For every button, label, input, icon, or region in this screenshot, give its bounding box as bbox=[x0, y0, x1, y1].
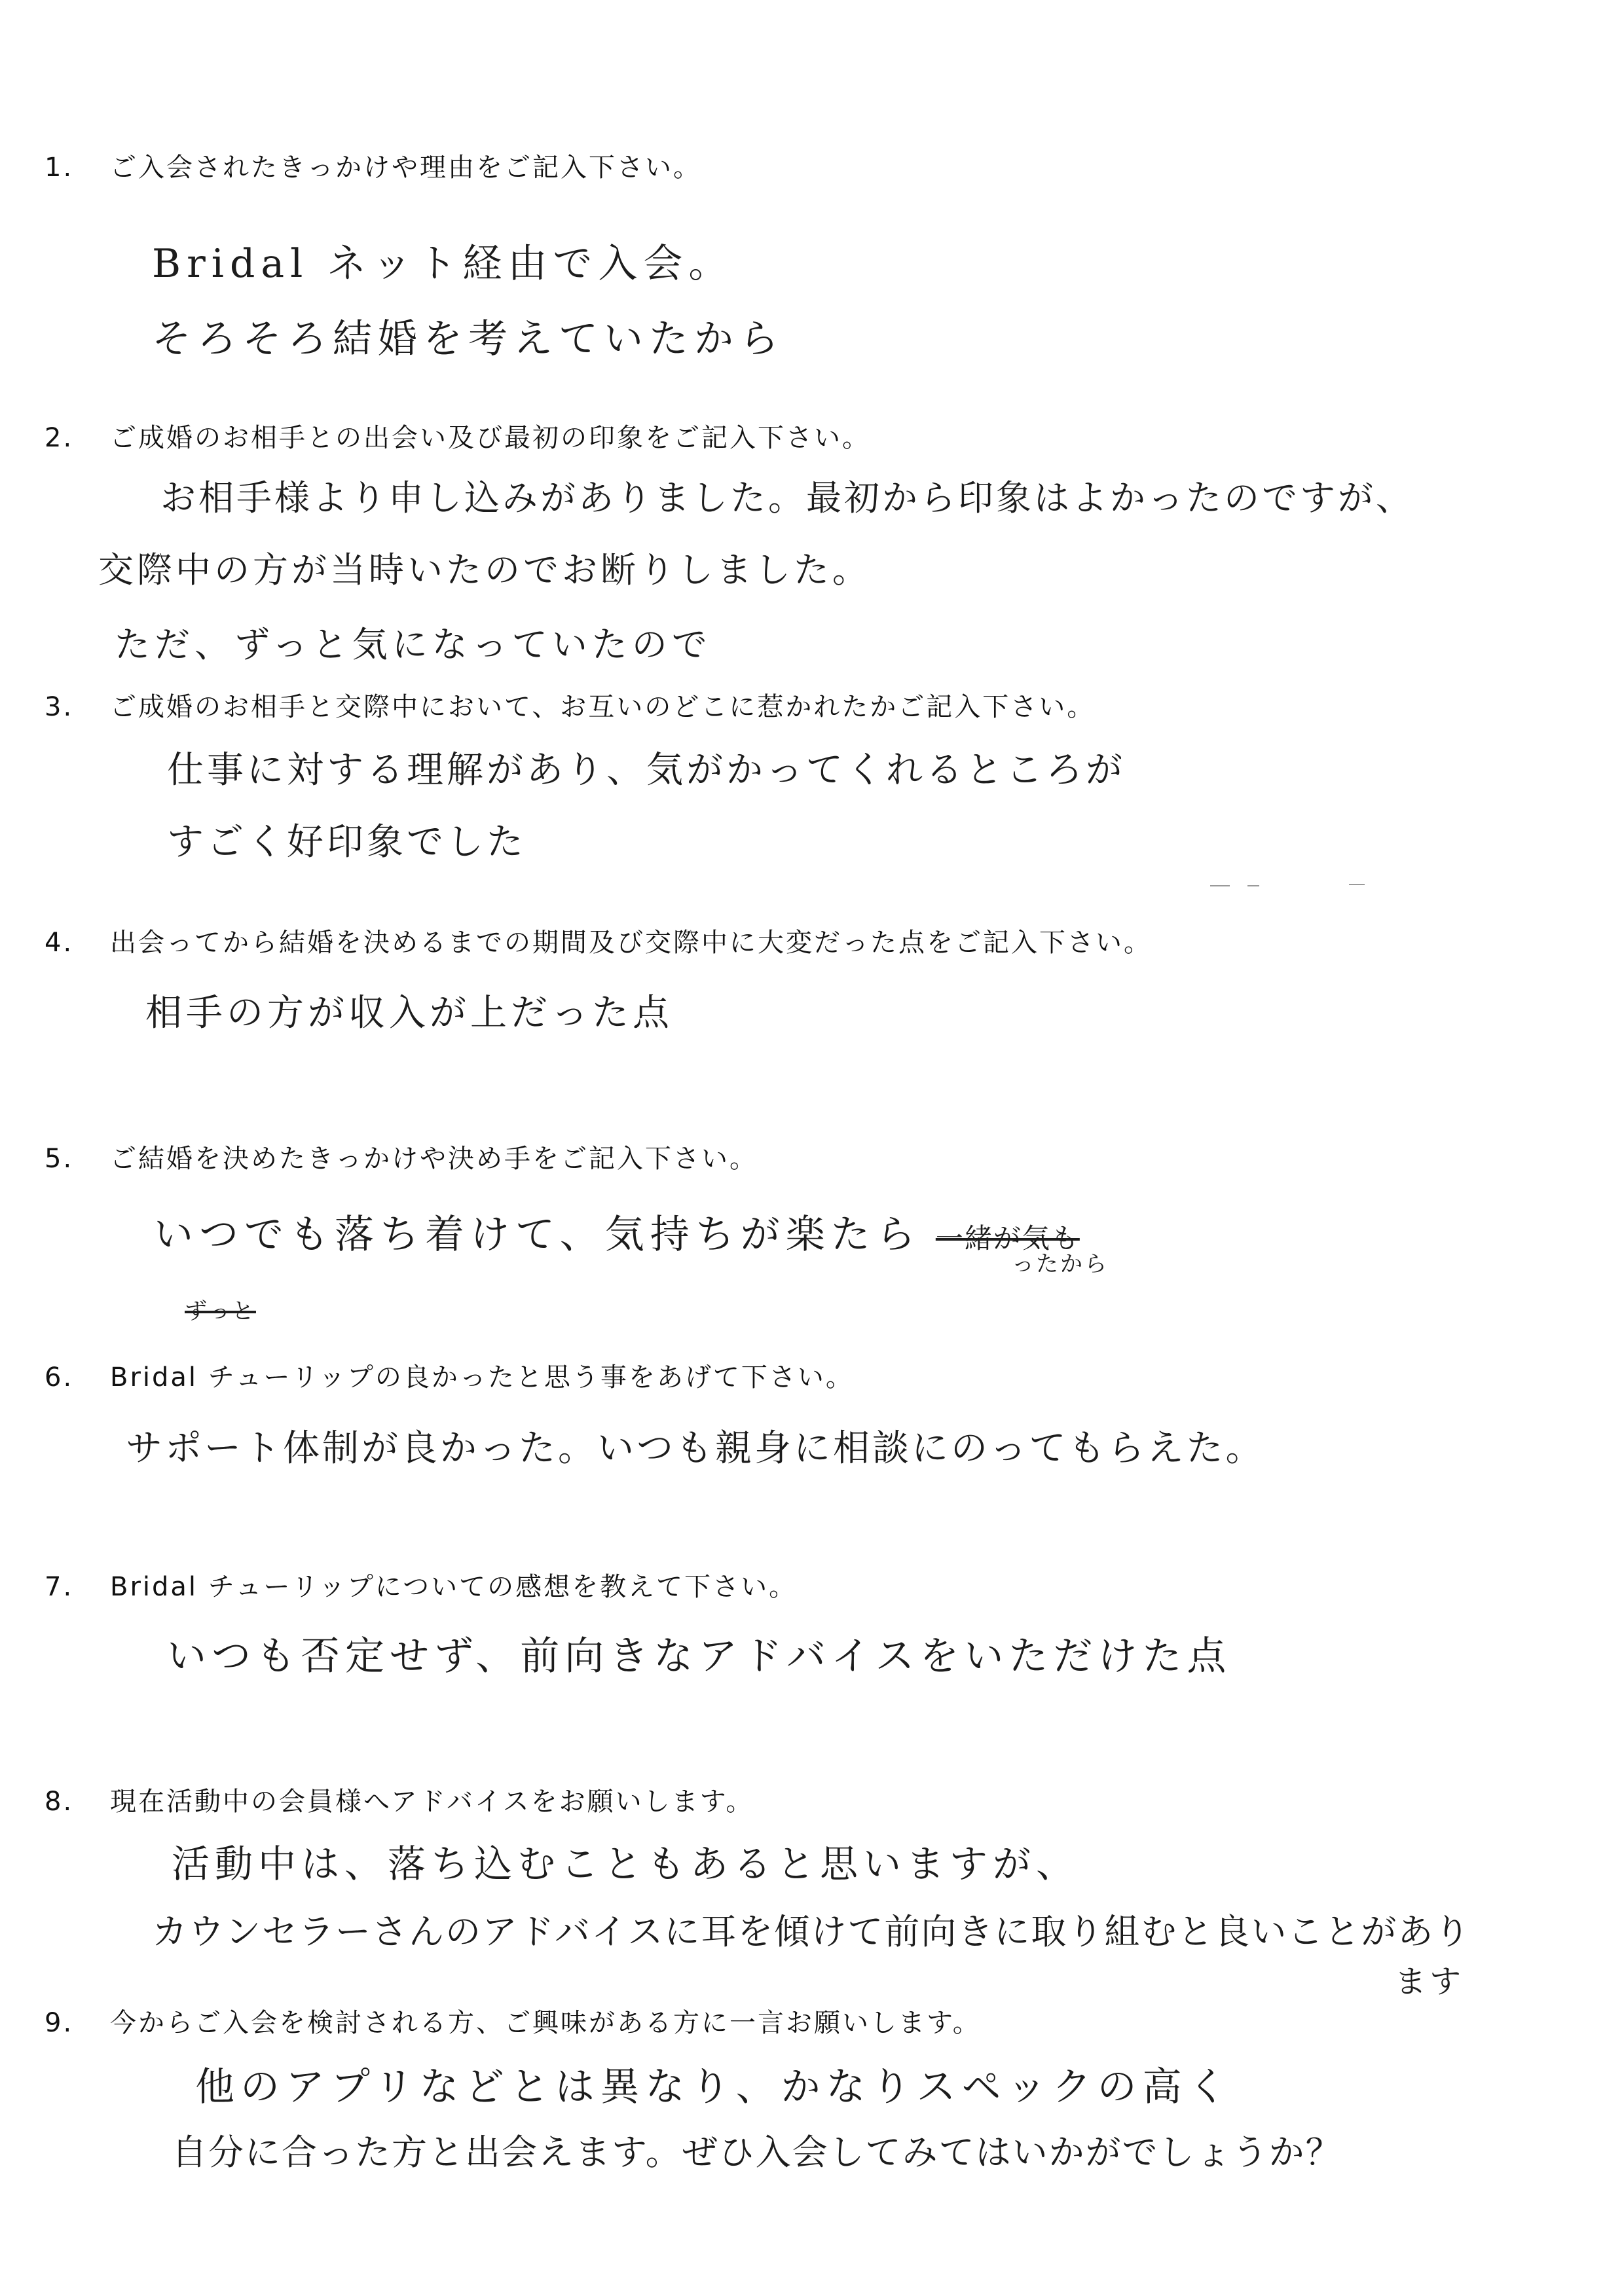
question-number: 2. bbox=[45, 423, 74, 453]
question-number: 7. bbox=[45, 1572, 74, 1602]
question-number: 4. bbox=[45, 928, 74, 958]
question-number: 3. bbox=[45, 692, 74, 722]
answer-8-line-2: カウンセラーさんのアドバイスに耳を傾けて前向きに取り組むと良いことがあり bbox=[152, 1911, 1471, 1952]
question-7 bbox=[45, 1566, 797, 1603]
answer-2-line-2: 交際中の方が当時いたのでお断りしました。 bbox=[98, 549, 871, 591]
question-4 bbox=[45, 922, 1152, 959]
answer-2-line-1: お相手様より申し込みがありました。最初から印象はよかったのですが、 bbox=[160, 477, 1414, 519]
question-number: 8. bbox=[45, 1787, 74, 1817]
answer-3-line-1: 仕事に対する理解があり、気がかってくれるところが bbox=[167, 749, 1126, 792]
question-number: 9. bbox=[45, 2008, 74, 2038]
answer-5-insertion: ったから bbox=[1012, 1251, 1109, 1277]
question-text: 出会ってから結婚を決めるまでの期間及び交際中に大変だった点をご記入下さい。 bbox=[110, 928, 1152, 958]
answer-1-line-2: そろそろ結婚を考えていたから bbox=[152, 316, 784, 362]
question-text: ご入会されたきっかけや理由をご記入下さい。 bbox=[110, 153, 701, 183]
answer-7-line-1: いつも否定せず、前向きなアドバイスをいただけた点 bbox=[167, 1633, 1232, 1679]
question-text: ご結婚を決めたきっかけや決め手をご記入下さい。 bbox=[110, 1144, 758, 1174]
question-number: 1. bbox=[45, 153, 74, 183]
answer-4-line-1: 相手の方が収入が上だった点 bbox=[145, 992, 673, 1034]
question-6 bbox=[45, 1357, 854, 1394]
answer-8-line-1: 活動中は、落ち込むこともあると思いますが、 bbox=[172, 1842, 1080, 1886]
answer-2-line-3: ただ、ずっと気になっていたので bbox=[115, 624, 712, 665]
answer-5-ending: ら bbox=[876, 1212, 921, 1258]
answer-1-line-1: Bridal ネット経由で入会。 bbox=[152, 241, 734, 287]
scan-speck bbox=[1349, 884, 1365, 885]
question-5 bbox=[45, 1138, 758, 1175]
answer-5-text: いつでも落ち着けて、気持ちが楽た bbox=[154, 1212, 876, 1258]
question-text: ご成婚のお相手との出会い及び最初の印象をご記入下さい。 bbox=[110, 423, 870, 453]
question-number: 5. bbox=[45, 1144, 74, 1174]
answer-8-line-3: ます bbox=[1395, 1963, 1465, 2000]
answer-6-line-1: サポート体制が良かった。いつも親身に相談にのってもらえた。 bbox=[126, 1427, 1265, 1470]
scan-speck bbox=[1210, 885, 1230, 886]
answer-5-struck-margin: ずっと bbox=[185, 1298, 256, 1324]
question-text: 現在活動中の会員様へアドバイスをお願いします。 bbox=[110, 1787, 754, 1817]
answer-5-line-1 bbox=[154, 1203, 1080, 1260]
answer-9-line-2: 自分に合った方と出会えます。ぜひ入会してみてはいかがでしょうか？ bbox=[172, 2132, 1342, 2173]
scan-speck bbox=[1247, 885, 1259, 886]
question-8 bbox=[45, 1781, 754, 1818]
answer-5-struck-text: 一緒が気も bbox=[935, 1222, 1080, 1254]
answer-3-line-2: すごく好印象でした bbox=[167, 821, 526, 864]
question-9 bbox=[45, 2002, 981, 2039]
question-3 bbox=[45, 686, 1095, 723]
answer-9-line-1: 他のアプリなどとは異なり、かなりスペックの高く bbox=[195, 2064, 1233, 2110]
question-number: 6. bbox=[45, 1362, 74, 1393]
question-1 bbox=[45, 147, 701, 184]
question-2 bbox=[45, 417, 870, 454]
question-text: 今からご入会を検討される方、ご興味がある方に一言お願いします。 bbox=[110, 2008, 981, 2038]
question-text: Bridal チューリップについての感想を教えて下さい。 bbox=[110, 1572, 798, 1602]
question-text: ご成婚のお相手と交際中において、お互いのどこに惹かれたかご記入下さい。 bbox=[110, 692, 1096, 722]
question-text: Bridal チューリップの良かったと思う事をあげて下さい。 bbox=[110, 1362, 854, 1393]
